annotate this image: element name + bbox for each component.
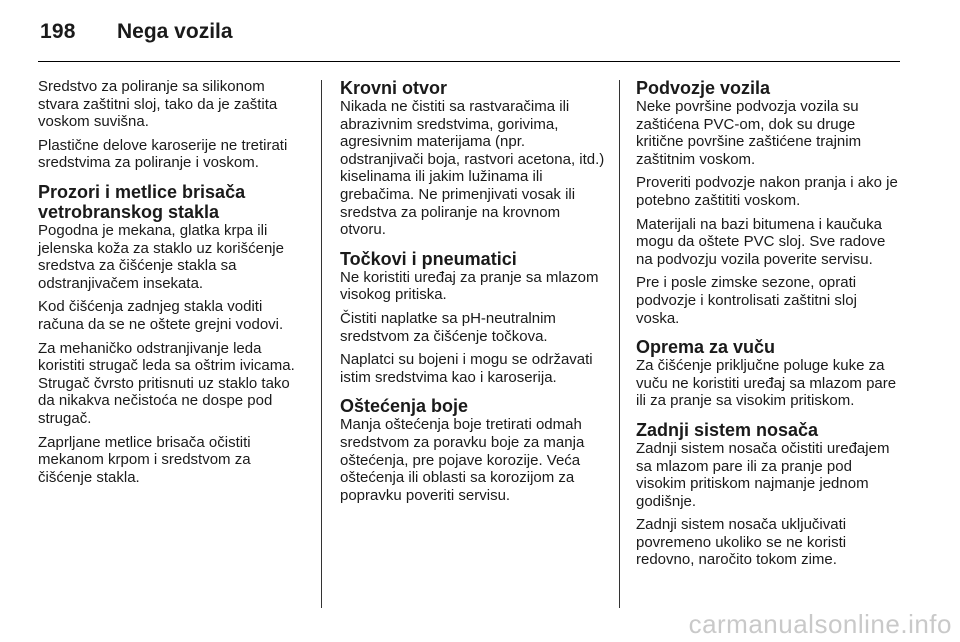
paragraph: Plastične delove karoserije ne tretirati sredstvima za poliranje i voskom. <box>38 136 288 172</box>
paragraph: Čistiti naplatke sa pH-neutralnim sredstvom za čišćenje točkova. <box>340 309 556 345</box>
page-title: Nega vozila <box>117 20 233 43</box>
paragraph: Zadnji sistem nosača uključivati povremeno ukoliko se ne koristi redovno, naročito tokom zime. <box>636 516 847 569</box>
section-heading-paint-damage: Oštećenja boje <box>340 396 469 417</box>
paragraph: Kod čišćenja zadnjeg stakla voditi računa da se ne oštete grejni vodovi. <box>38 298 284 333</box>
column-divider <box>321 80 322 608</box>
paragraph: Pogodna je mekana, glatka krpa ili jelenska koža za staklo uz korišćenje sredstva za čišćenje stakla sa odstranjivačem insekata. <box>38 221 284 292</box>
paragraph: Ne koristiti uređaj za pranje sa mlazom visokog pritiska. <box>340 268 599 304</box>
watermark-text: carmanualsonline.info <box>688 609 952 639</box>
paragraph: Za mehaničko odstranjivanje leda koristiti strugač leda sa oštrim ivicama. Strugač čvrsto pritisnuti uz staklo tako da nikakva nečistoća ne dospe pod strugač. <box>38 339 295 427</box>
section-heading-rear-carrier: Zadnji sistem nosača <box>636 419 819 440</box>
paragraph: Manja oštećenja boje tretirati odmah sredstvom za poravku boje za manja oštećenja, pre pojave korozije. Veća oštećenja ili oblasti sa korozijom za popravku poveriti servisu. <box>340 416 585 504</box>
paragraph: Nikada ne čistiti sa rastvaračima ili abrazivnim sredstvima, gorivima, agresivnim materijama (npr. odstranjivači boja, rastvori acetona, itd.) kiselinama ili jakim lužinama ili grebačima. Ne primenjivati vosak ili sredstva za poliranje na krovnom otvoru. <box>340 98 605 239</box>
paragraph: Za čišćenje priključne poluge kuke za vuču ne koristiti uređaj sa mlazom pare ili za pranje sa visokim pritiskom. <box>636 357 897 410</box>
section-heading-towing-equipment: Oprema za vuču <box>636 337 776 358</box>
column-right <box>636 78 904 575</box>
paragraph: Zadnji sistem nosača očistiti uređajem sa mlazom pare ili za pranje pod visokim pritiskom najmanje jednom godišnje. <box>636 439 890 510</box>
header-rule <box>38 61 900 62</box>
column-middle <box>340 78 608 510</box>
paragraph: Neke površine podvozja vozila su zaštićena PVC-om, dok su druge kritične površine zaštićene trajnim zaštitnim voskom. <box>636 98 862 168</box>
paragraph: Proveriti podvozje nakon pranja i ako je potebno zaštititi voskom. <box>636 174 898 209</box>
page-header <box>0 0 960 60</box>
section-heading-wheels-tyres: Točkovi i pneumatici <box>340 248 517 269</box>
page-number: 198 <box>40 20 76 43</box>
paragraph: Naplatci su bojeni i mogu se održavati istim sredstvima kao i karoserija. <box>340 351 593 386</box>
column-left <box>38 78 306 492</box>
paragraph: Pre i posle zimske sezone, oprati podvozje i kontrolisati zaštitni sloj voska. <box>636 274 857 327</box>
section-heading-windows-wipers: Prozori i metlice brisača vetrobranskog stakla <box>38 181 246 222</box>
section-heading-underbody: Podvozje vozila <box>636 78 771 98</box>
column-divider <box>619 80 620 608</box>
paragraph: Sredstvo za poliranje sa silikonom stvara zaštitni sloj, tako da je zaštita voskom suvišna. <box>38 78 278 131</box>
paragraph: Zaprljane metlice brisača očistiti mekanom krpom i sredstvom za čišćenje stakla. <box>38 433 251 486</box>
section-heading-sunroof: Krovni otvor <box>340 78 448 98</box>
paragraph: Materijali na bazi bitumena i kaučuka mogu da oštete PVC sloj. Sve radove na podvozju vozila poverite servisu. <box>636 215 886 268</box>
